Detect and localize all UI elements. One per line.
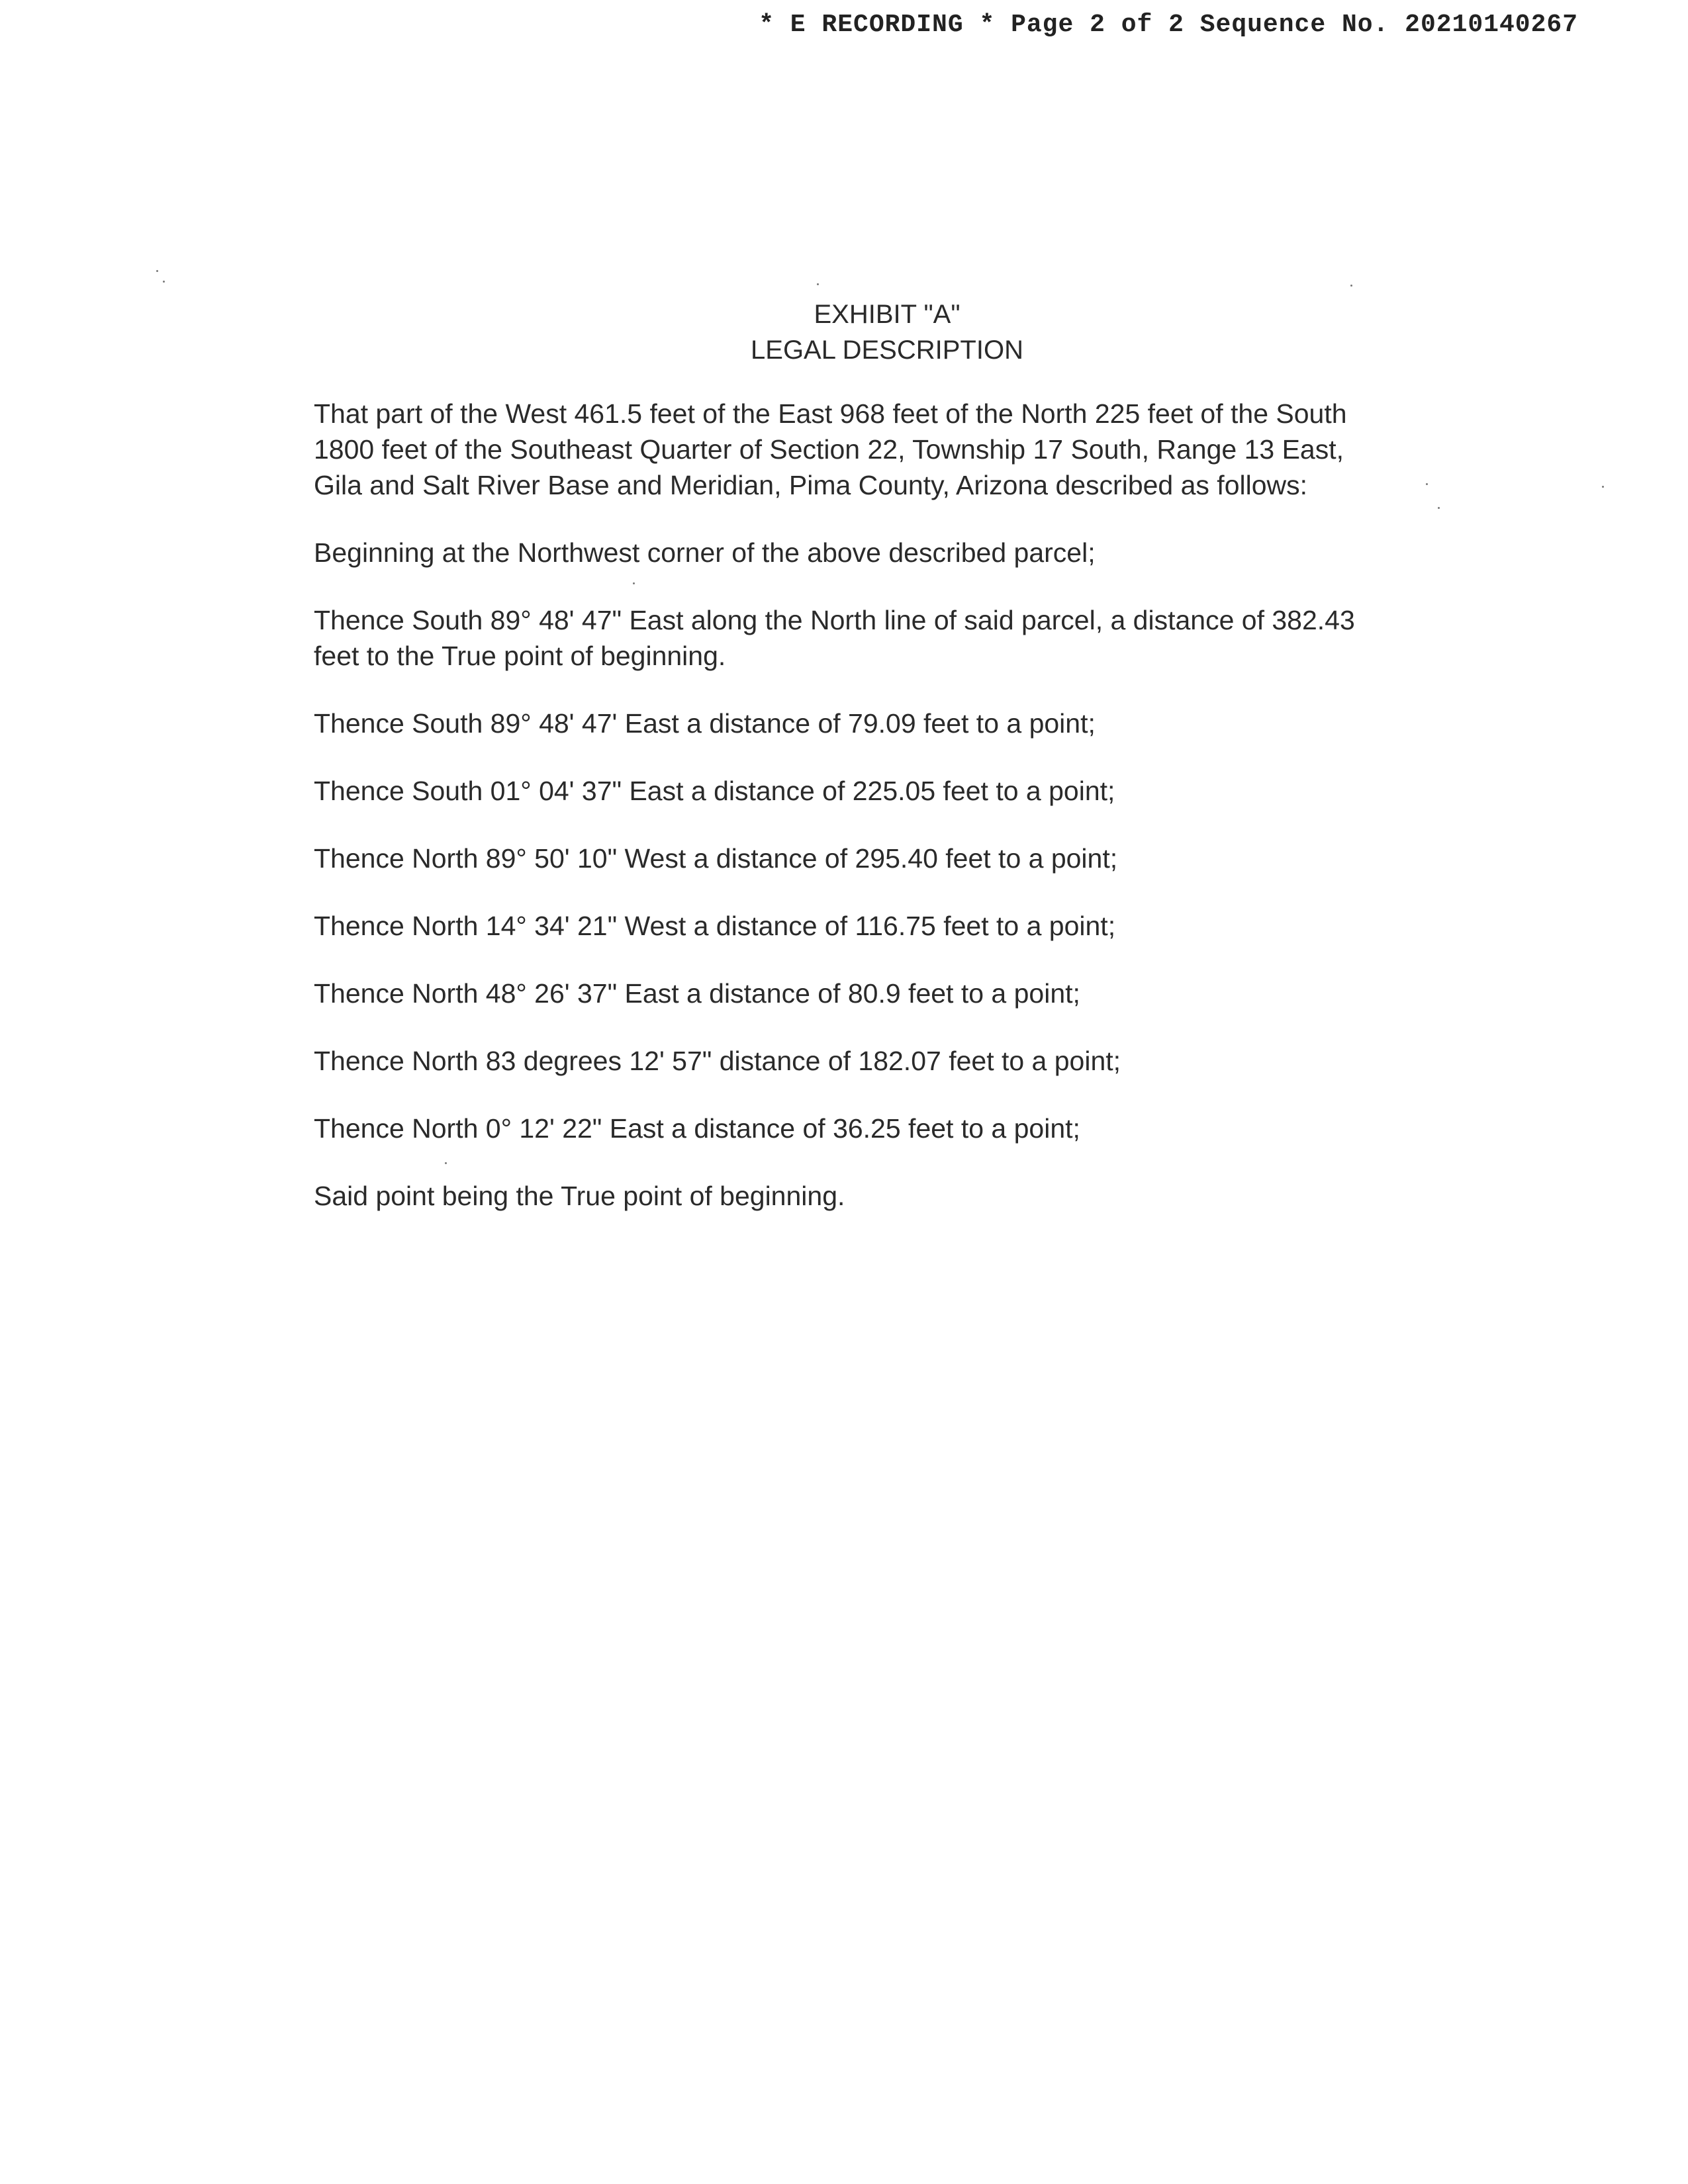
course-paragraph: Thence North 48° 26' 37" East a distance of 80.9 feet to a point; (314, 978, 1080, 1009)
course-paragraph: Thence North 0° 12' 22" East a distance of 36.25 feet to a point; (314, 1113, 1080, 1144)
scan-speck (1426, 483, 1428, 485)
intro-line: Gila and Salt River Base and Meridian, Pima County, Arizona described as follows: (314, 470, 1308, 500)
scan-speck (163, 281, 165, 283)
scan-speck (1438, 507, 1440, 509)
course-paragraph: Thence South 01° 04' 37" East a distance of 225.05 feet to a point; (314, 776, 1115, 806)
intro-line: That part of the West 461.5 feet of the East 968 feet of the North 225 feet of the South (314, 398, 1347, 429)
exhibit-subtitle: LEGAL DESCRIPTION (751, 336, 1023, 365)
first-course-line: feet to the True point of beginning. (314, 641, 726, 671)
scan-speck (156, 270, 158, 272)
scan-speck (445, 1162, 447, 1164)
exhibit-title: EXHIBIT "A" (814, 300, 961, 329)
intro-line: 1800 feet of the Southeast Quarter of Section 22, Township 17 South, Range 13 East, (314, 434, 1344, 465)
course-paragraph: Thence North 14° 34' 21" West a distance of 116.75 feet to a point; (314, 911, 1116, 941)
course-paragraph: Thence North 83 degrees 12' 57" distance of 182.07 feet to a point; (314, 1046, 1121, 1076)
legal-description-body (314, 396, 1479, 1246)
first-course-paragraph (314, 602, 1479, 674)
scan-speck (633, 582, 635, 584)
course-paragraph: Thence North 89° 50' 10" West a distance of 295.40 feet to a point; (314, 843, 1118, 874)
scan-speck (1350, 285, 1352, 287)
scan-speck (1602, 486, 1604, 488)
scan-speck (817, 283, 819, 285)
course-paragraph: Thence South 89° 48' 47' East a distance of 79.09 feet to a point; (314, 708, 1096, 739)
beginning-paragraph: Beginning at the Northwest corner of the above described parcel; (314, 537, 1096, 568)
intro-paragraph (314, 396, 1479, 503)
first-course-line: Thence South 89° 48' 47" East along the North line of said parcel, a distance of 382.43 (314, 605, 1355, 635)
closing-paragraph: Said point being the True point of beginning. (314, 1181, 845, 1211)
recording-header: * E RECORDING * Page 2 of 2 Sequence No. 20210140267 (759, 11, 1578, 39)
exhibit-heading (0, 296, 1688, 368)
